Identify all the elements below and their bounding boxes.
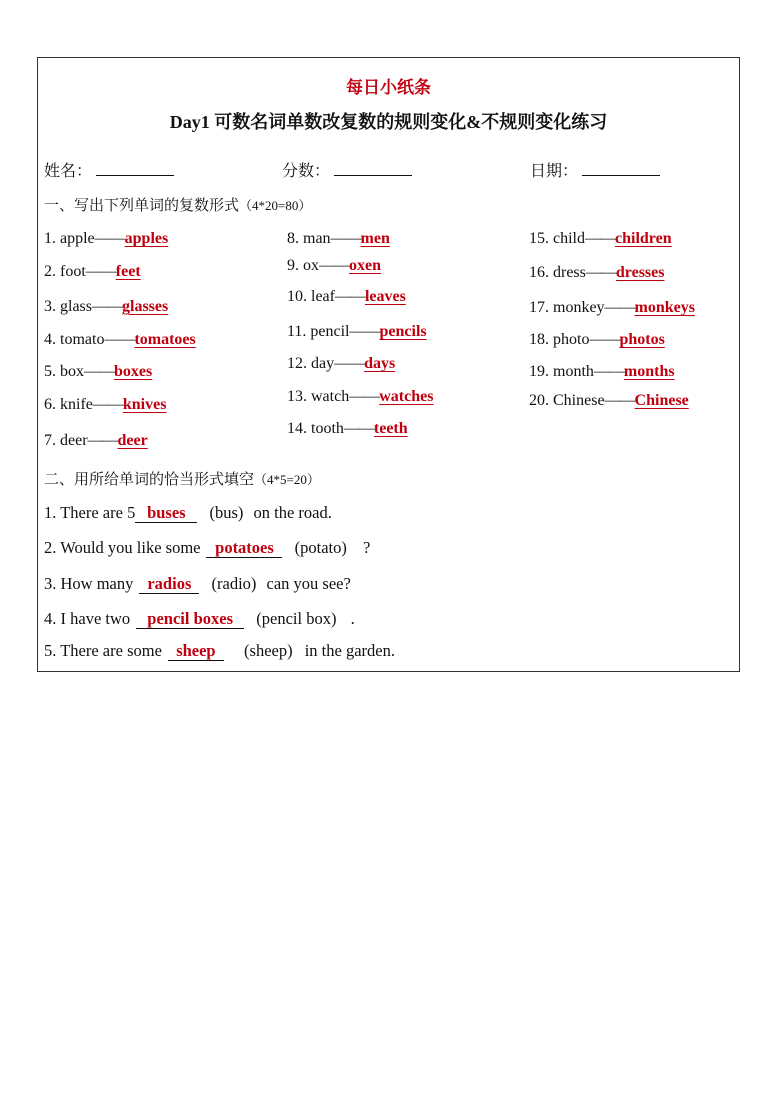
answer: glasses [122,298,169,315]
worksheet-subtitle: Day1 可数名词单数改复数的规则变化&不规则变化练习 [169,112,608,132]
answer: pencils [379,323,427,340]
date-field[interactable] [530,158,660,181]
score-field[interactable] [282,158,412,181]
section2-points: （4*5=20） [254,472,320,487]
list-item: 11. pencil——pencils [287,323,427,340]
sentence-text: on the road. [253,503,332,522]
question: 19. month [529,363,594,380]
date-line [582,161,660,176]
sentence-row [44,503,332,523]
question: 5. box [44,363,84,380]
date-label: 日期： [530,163,579,180]
answer: months [623,363,675,380]
sentence-row [44,574,351,594]
answer: children [615,230,672,247]
answer-blank[interactable]: radios [139,575,199,594]
list-item: 12. day——days [287,355,396,372]
answer: leaves [364,288,406,305]
worksheet-title: 每日小纸条 [346,78,431,97]
question: 17. monkey [529,299,605,316]
sentence-text: in the garden. [304,641,395,660]
section2-heading [44,468,320,489]
question: 6. knife [44,396,93,413]
list-item: 6. knife——knives [44,396,167,413]
section1-heading-text: 一、写出下列单词的复数形式 [44,198,240,214]
answer: boxes [114,363,153,380]
sentence-text: . [350,609,355,628]
list-item: 4. tomato——tomatoes [44,331,196,348]
name-field[interactable] [44,158,174,181]
list-item: 10. leaf——leaves [287,288,406,305]
word-hint: (radio) [211,574,257,593]
answer: dresses [615,264,665,281]
worksheet-frame [37,57,740,672]
question: 8. man [287,230,331,247]
question: 16. dress [529,264,586,281]
score-label: 分数： [282,163,331,180]
sentence-text: 1. There are 5 [44,503,136,522]
answer-blank[interactable]: sheep [168,642,224,661]
question: 7. deer [44,432,88,449]
answer-blank[interactable]: buses [135,504,197,523]
list-item: 18. photo——photos [529,331,665,348]
question: 10. leaf [287,288,335,305]
answer: Chinese [634,392,689,409]
sentence-row [44,641,395,661]
name-label: 姓名： [44,163,93,180]
list-item: 2. foot——feet [44,263,141,280]
question: 3. glass [44,298,92,315]
sentence-text: 3. How many [44,574,134,593]
answer: monkeys [634,299,695,316]
question: 11. pencil [287,323,350,340]
question: 12. day [287,355,335,372]
answer: apples [124,230,169,247]
list-item: 19. month——months [529,363,675,380]
sentence-text: 4. I have two [44,609,131,628]
question: 9. ox [287,257,319,274]
word-hint: (bus) [209,503,244,522]
question: 15. child [529,230,585,247]
sentence-text: 2. Would you like some [44,538,201,557]
word-hint: (sheep) [244,641,293,660]
word-hint: (pencil box) [256,609,337,628]
answer: oxen [349,257,381,274]
question: 2. foot [44,263,86,280]
answer: feet [115,263,141,280]
list-item: 5. box——boxes [44,363,153,380]
list-item: 14. tooth——teeth [287,420,408,437]
section1-points: （4*20=80） [239,198,312,213]
list-item: 7. deer——deer [44,432,148,449]
answer-blank[interactable]: pencil boxes [136,610,244,629]
list-item: 16. dress——dresses [529,264,665,281]
answer: teeth [373,420,408,437]
list-item: 1. apple——apples [44,230,169,247]
question: 13. watch [287,388,350,405]
answer-blank[interactable]: potatoes [206,539,282,558]
word-hint: (potato) [294,538,347,557]
answer: deer [117,432,148,449]
score-line [334,161,412,176]
sentence-row [44,538,370,558]
answer: knives [122,396,167,413]
answer: tomatoes [134,331,196,348]
list-item: 15. child——children [529,230,672,247]
answer: men [360,230,390,247]
list-item: 3. glass——glasses [44,298,169,315]
question: 20. Chinese [529,392,605,409]
section1-heading [44,194,311,215]
question: 14. tooth [287,420,344,437]
list-item: 9. ox——oxen [287,257,381,274]
answer: days [364,355,396,372]
list-item: 8. man——men [287,230,390,247]
sentence-row [44,609,355,629]
sentence-text: ? [362,538,371,557]
section2-heading-text: 二、用所给单词的恰当形式填空 [44,472,255,488]
name-line [96,161,174,176]
list-item: 20. Chinese——Chinese [529,392,689,409]
sentence-text: 5. There are some [44,641,162,660]
sentence-text: can you see? [266,574,351,593]
answer: watches [379,388,434,405]
question: 1. apple [44,230,95,247]
question: 4. tomato [44,331,105,348]
question: 18. photo [529,331,590,348]
list-item: 13. watch——watches [287,388,434,405]
answer: photos [619,331,665,348]
list-item: 17. monkey——monkeys [529,299,695,316]
